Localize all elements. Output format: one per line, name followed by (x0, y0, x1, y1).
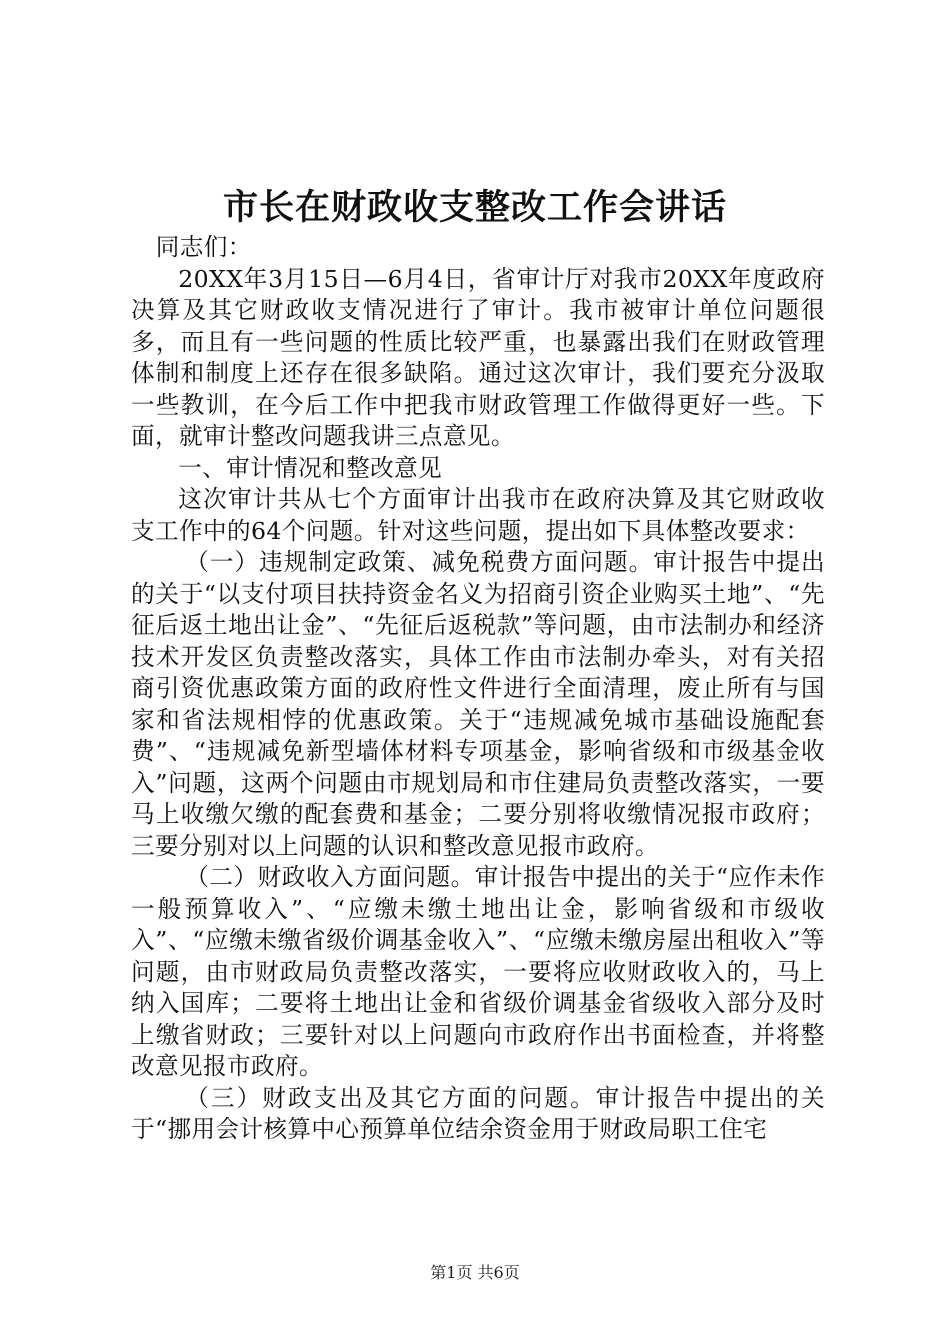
intro-paragraph: 20XX年3月15日—6月4日，省审计厅对我市20XX年度政府决算及其它财政收支情况进行了审计。我市被审计单位问题很多，而且有一些问题的性质比较严重，也暴露出我们在财政管理体制和制度上还存在很多缺陷。通过这次审计，我们要充分汲取一些教训，在今后工作中把我市财政管理工作做得更好一些。下面，就审计整改问题我讲三点意见。 (131, 264, 825, 450)
summary-paragraph: 这次审计共从七个方面审计出我市在政府决算及其它财政收支工作中的64个问题。针对这些问题，提出如下具体整改要求： (131, 485, 825, 545)
document-title: 市长在财政收支整改工作会讲话 (222, 187, 727, 228)
document-body (131, 232, 825, 1146)
greeting-paragraph: 同志们： (155, 233, 252, 261)
section-heading: 一、审计情况和整改意见 (178, 453, 443, 482)
page-number-footer: 第1页 共6页 (430, 1263, 520, 1282)
item-one-paragraph: （一）违规制定政策、减免税费方面问题。审计报告中提出的关于“以支付项目扶持资金名义为招商引资企业购买土地”、“先征后返土地出让金”、“先征后返税款”等问题，由市法制办和经济技术开发区负责整改落实，具体工作由市法制办牵头，对有关招商引资优惠政策方面的政府性文件进行全面清理，废止所有与国家和省法规相悖的优惠政策。关于“违规减免城市基础设施配套费”、“违规减免新型墙体材料专项基金，影响省级和市级基金收入”问题，这两个问题由市规划局和市住建局负责整改落实，一要马上收缴欠缴的配套费和基金；二要分别将收缴情况报市政府；三要分别对以上问题的认识和整改意见报市政府。 (131, 548, 825, 860)
item-two-paragraph: （二）财政收入方面问题。审计报告中提出的关于“应作未作一般预算收入”、“应缴未缴土地出让金，影响省级和市级收入”、“应缴未缴省级价调基金收入”、“应缴未缴房屋出租收入”等问题，由市财政局负责整改落实，一要将应收财政收入的，马上纳入国库；二要将土地出让金和省级价调基金省级收入部分及时上缴省财政；三要针对以上问题向市政府作出书面检查，并将整改意见报市政府。 (131, 863, 825, 1080)
item-three-paragraph: （三）财政支出及其它方面的问题。审计报告中提出的关于“挪用会计核算中心预算单位结余资金用于财政局职工住宅 (131, 1083, 825, 1143)
